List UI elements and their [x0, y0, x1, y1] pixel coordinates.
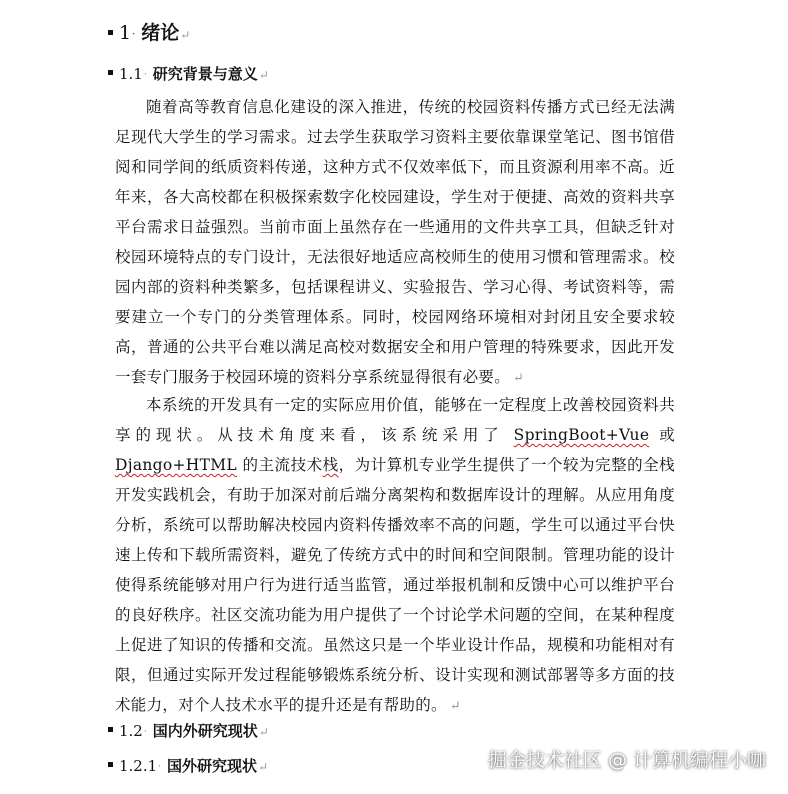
heading-number: 1 — [119, 22, 132, 44]
paragraph-mark: ↵ — [258, 725, 269, 739]
paragraph-text-part: 本系统的开发具有一定的实际应用价值，能够在一定程度上改善校园资料共享的现状。从技术角度来看，该系统采用了 — [115, 396, 675, 444]
heading-title: 国内外研究现状 — [152, 722, 258, 740]
heading-bullet — [108, 727, 113, 732]
heading-bullet — [108, 70, 113, 75]
spellcheck-word: 栈 — [322, 456, 339, 474]
heading-title: 国外研究现状 — [167, 757, 258, 775]
heading-chapter-1[interactable] — [108, 18, 190, 45]
heading-number: 1.1 — [119, 65, 143, 83]
paragraph-text-part: 或 — [649, 426, 676, 444]
heading-bullet — [108, 762, 113, 767]
paragraph-mark: ↵ — [513, 371, 525, 386]
heading-section-1-1[interactable] — [108, 63, 269, 84]
paragraph-mark: ↵ — [258, 760, 269, 774]
spellcheck-word: Django+HTML — [115, 456, 238, 474]
paragraph-mark: ↵ — [449, 699, 462, 714]
body-paragraph-2[interactable] — [115, 390, 675, 722]
paragraph-text: 随着高等教育信息化建设的深入推进，传统的校园资料传播方式已经无法满足现代大学生的学习需求。过去学生获取学习资料主要依靠课堂笔记、图书馆借阅和同学间的纸质资料传递，这种方式不仅效率低下，而且资源利用率不高。近年来，各大高校都在积极探索数字化校园建设，学生对于便捷、高效的资料共享平台需求日益强烈。当前市面上虽然存在一些通用的文件共享工具，但缺乏针对校园环境特点的专门设计，无法很好地适应高校师生的使用习惯和管理需求。校园内部的资料种类繁多，包括课程讲义、实验报告、学习心得、考试资料等，需要建立一个专门的分类管理体系。同时，校园网络环境相对封闭且安全要求较高，普通的公共平台难以满足高校对数据安全和用户管理的特殊要求，因此开发一套专门服务于校园环境的资料分享系统显得很有必要。 — [115, 98, 675, 386]
heading-number: 1.2 — [119, 722, 143, 740]
paragraph-text-part: ，为计算机专业学生提供了一个较为完整的全栈开发实践机会，有助于加深对前后端分离架构和数据库设计的理解。从应用角度分析，系统可以帮助解决校园内资料传播效率不高的问题，学生可以通过平台快速上传和下载所需资料，避免了传统方式中的时间和空间限制。管理功能的设计使得系统能够对用户行为进行适当监管，通过举报机制和反馈中心可以维护平台的良好秩序。社区交流功能为用户提供了一个讨论学术问题的空间，在某种程度上促进了知识的传播和交流。虽然这只是一个毕业设计作品，规模和功能相对有限，但通过实际开发过程能够锻炼系统分析、设计实现和测试部署等多方面的技术能力，对个人技术水平的提升还是有帮助的。 — [115, 456, 675, 714]
tab-marker: · — [143, 727, 147, 737]
paragraph-mark: ↵ — [258, 68, 269, 82]
heading-title: 研究背景与意义 — [152, 65, 258, 83]
watermark: 掘金技术社区 @ 计算机编程小咖 — [487, 749, 766, 771]
paragraph-text-part: 的主流技术 — [237, 456, 323, 474]
paragraph-mark: ↵ — [180, 28, 191, 42]
body-paragraph-1[interactable] — [115, 92, 675, 394]
tab-marker: · — [158, 762, 162, 772]
heading-title: 绪论 — [141, 22, 180, 44]
spellcheck-word: SpringBoot+Vue — [513, 426, 650, 444]
heading-subsection-1-2-1[interactable] — [108, 755, 268, 776]
heading-number: 1.2.1 — [119, 757, 158, 775]
heading-section-1-2[interactable] — [108, 720, 269, 741]
tab-marker: · — [143, 70, 147, 80]
tab-marker: · — [132, 30, 136, 40]
heading-bullet — [108, 30, 113, 35]
